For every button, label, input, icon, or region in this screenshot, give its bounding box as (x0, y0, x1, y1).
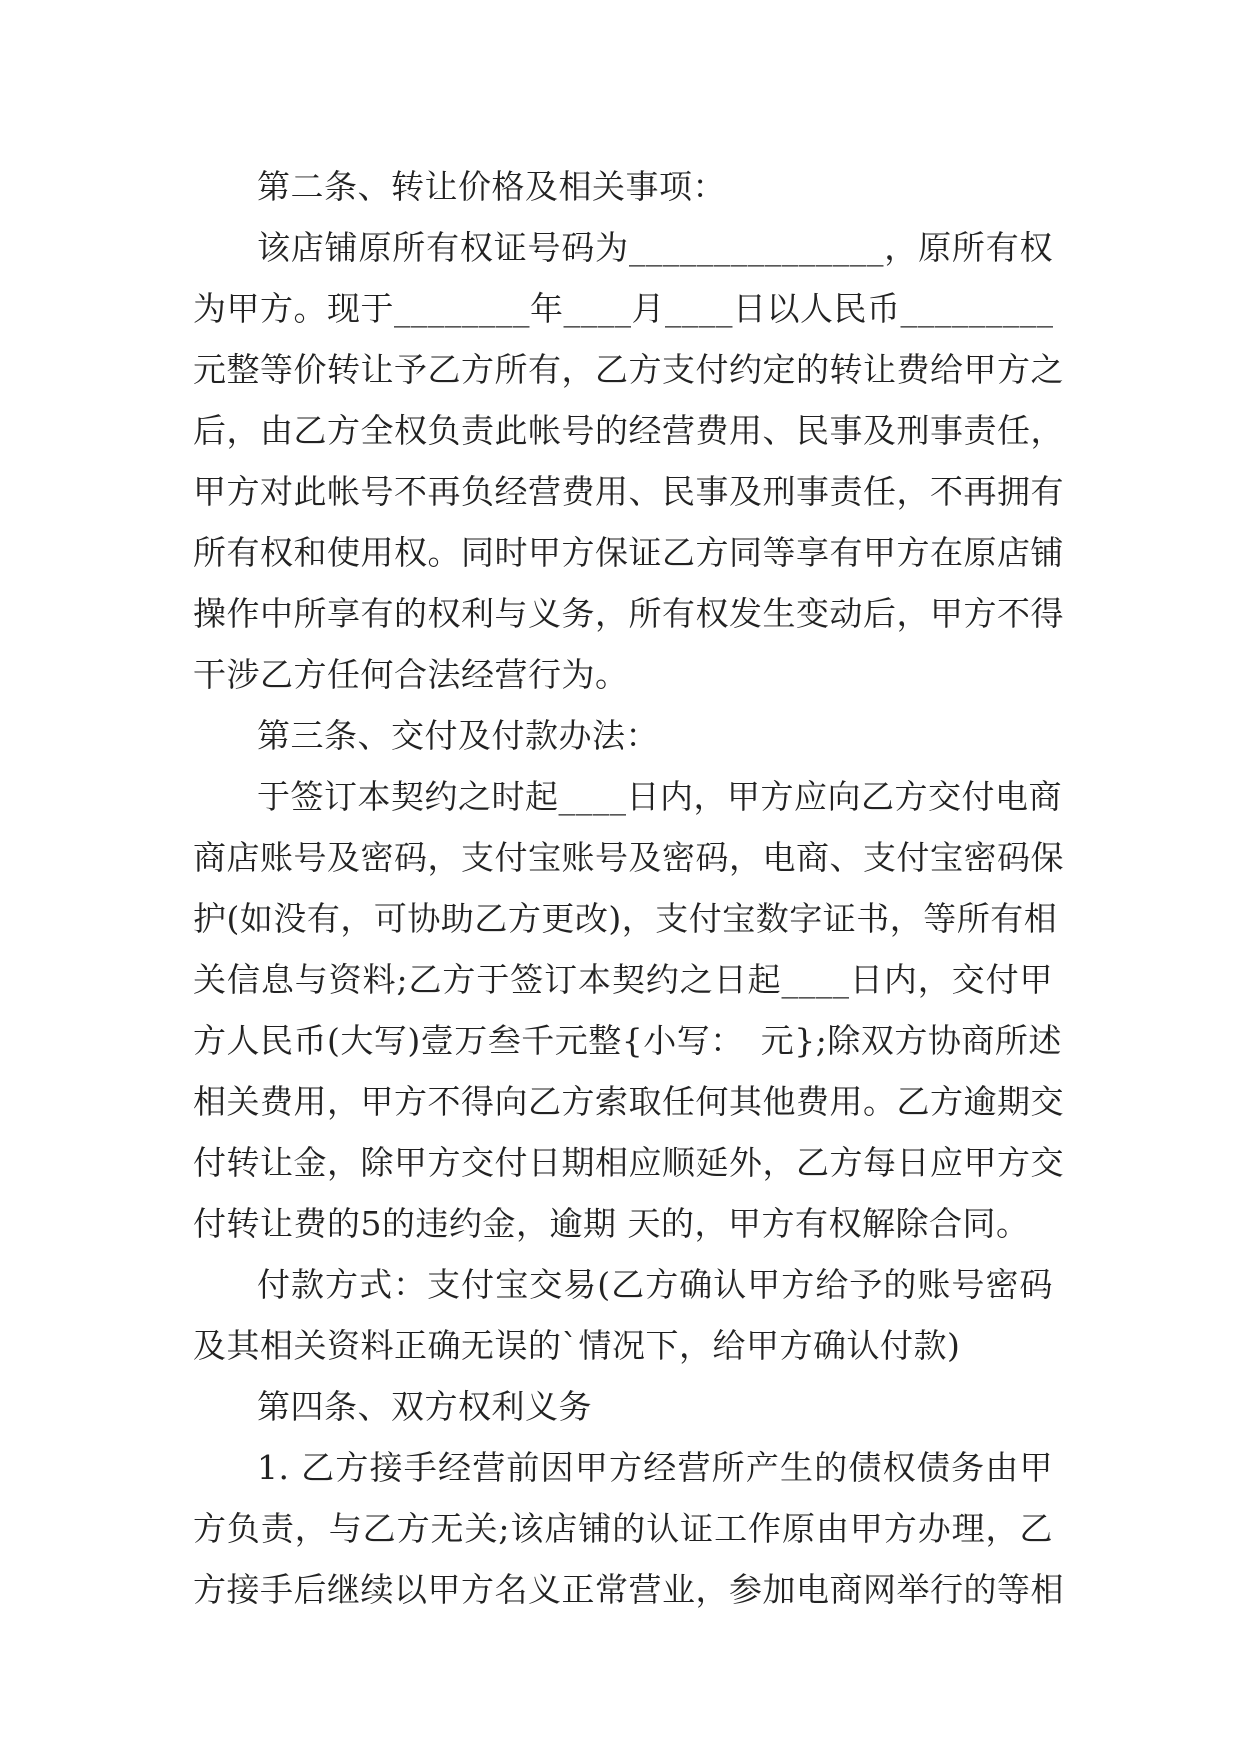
text-line: 付款方式：支付宝交易(乙方确认甲方给予的账号密码 (257, 1265, 1053, 1304)
text-line: 付转让金，除甲方交付日期相应顺延外，乙方每日应甲方交 (193, 1143, 1064, 1182)
text-line: 元整等价转让予乙方所有，乙方支付约定的转让费给甲方之 (193, 350, 1064, 389)
text-line: 为甲方。现于________年____月____日以人民币_________ (193, 289, 1054, 328)
paragraph (193, 156, 1053, 217)
text-line: 相关费用，甲方不得向乙方索取任何其他费用。乙方逾期交 (193, 1082, 1064, 1121)
text-line: 护(如没有，可协助乙方更改)，支付宝数字证书，等所有相 (193, 899, 1058, 938)
text-line: 关信息与资料;乙方于签订本契约之日起____日内，交付甲 (193, 960, 1053, 999)
text-line: 第二条、转让价格及相关事项： (257, 167, 726, 206)
text-line: 第三条、交付及付款办法： (257, 716, 659, 755)
text-line: 方接手后继续以甲方名义正常营业，参加电商网举行的等相 (193, 1570, 1064, 1609)
text-line: 该店铺原所有权证号码为_______________，原所有权 (257, 228, 1053, 267)
paragraph (193, 1376, 1053, 1437)
paragraph (193, 217, 1064, 705)
text-line: 付转让费的5的违约金，逾期 天的，甲方有权解除合同。 (193, 1204, 1030, 1243)
text-line: 第四条、双方权利义务 (257, 1387, 592, 1426)
document-body (193, 156, 1064, 1620)
text-line: 甲方对此帐号不再负经营费用、民事及刑事责任，不再拥有 (193, 472, 1064, 511)
text-line: 后，由乙方全权负责此帐号的经营费用、民事及刑事责任， (193, 411, 1064, 450)
paragraph (193, 705, 1053, 766)
text-line: 所有权和使用权。同时甲方保证乙方同等享有甲方在原店铺 (193, 533, 1064, 572)
text-line: 干涉乙方任何合法经营行为。 (193, 655, 629, 694)
text-line: 操作中所享有的权利与义务，所有权发生变动后，甲方不得 (193, 594, 1064, 633)
text-line: 方人民币(大写)壹万叁千元整{小写： 元};除双方协商所述 (193, 1021, 1062, 1060)
text-line: 方负责，与乙方无关;该店铺的认证工作原由甲方办理，乙 (193, 1509, 1053, 1548)
paragraph (193, 1437, 1064, 1620)
text-line: 1. 乙方接手经营前因甲方经营所产生的债权债务由甲 (257, 1448, 1053, 1487)
paragraph (193, 766, 1064, 1254)
paragraph (193, 1254, 1053, 1376)
text-line: 商店账号及密码，支付宝账号及密码，电商、支付宝密码保 (193, 838, 1064, 877)
text-line: 及其相关资料正确无误的`情况下，给甲方确认付款) (193, 1326, 961, 1365)
text-line: 于签订本契约之时起____日内，甲方应向乙方交付电商 (257, 777, 1062, 816)
